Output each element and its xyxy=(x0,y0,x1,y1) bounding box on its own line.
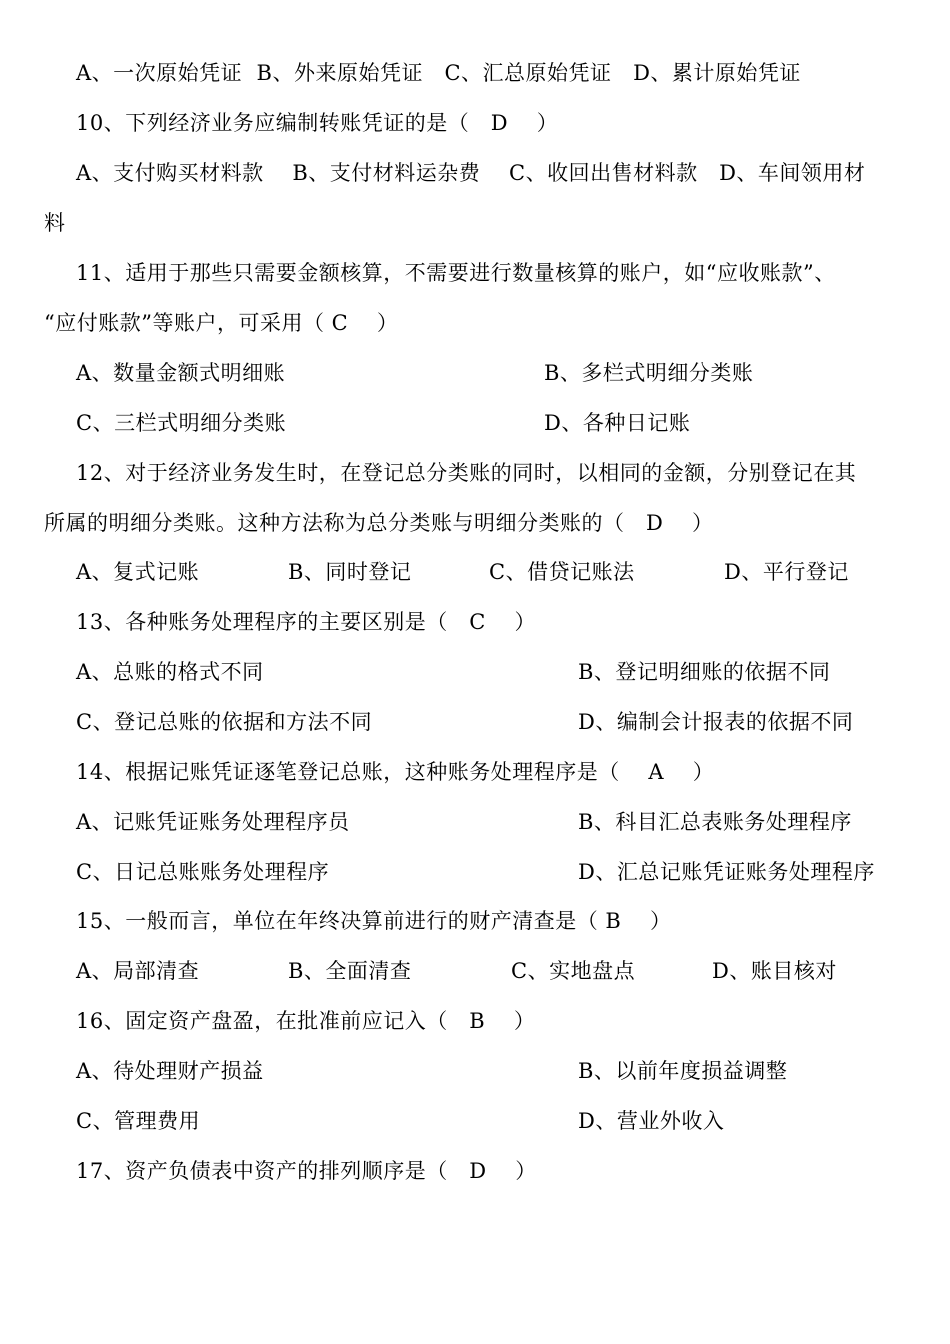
q16-option-d: D、营业外收入 xyxy=(578,1109,725,1133)
q11-option-c: C、三栏式明细分类账 xyxy=(76,411,287,435)
q15-option-b: B、全面清查 xyxy=(288,959,412,983)
q14-option-c: C、日记总账账务处理程序 xyxy=(76,860,330,884)
q9-options: A、一次原始凭证 B、外来原始凭证 C、汇总原始凭证 D、累计原始凭证 xyxy=(76,61,801,85)
q16-option-c: C、管理费用 xyxy=(76,1109,201,1133)
q13-option-c: C、登记总账的依据和方法不同 xyxy=(76,710,373,734)
q17-stem: 17、资产负债表中资产的排列顺序是（ D ） xyxy=(76,1159,537,1183)
q11-option-b: B、多栏式明细分类账 xyxy=(544,361,754,385)
q16-option-b: B、以前年度损益调整 xyxy=(578,1059,788,1083)
q13-option-d: D、编制会计报表的依据不同 xyxy=(578,710,854,734)
q14-option-b: B、科目汇总表账务处理程序 xyxy=(578,810,852,834)
q15-option-d: D、账目核对 xyxy=(712,959,837,983)
q14-stem: 14、根据记账凭证逐笔登记总账，这种账务处理程序是（ A ） xyxy=(76,760,715,784)
q12-stem-wrap: 所属的明细分类账。这种方法称为总分类账与明细分类账的（ D ） xyxy=(44,511,714,535)
q12-stem: 12、对于经济业务发生时，在登记总分类账的同时，以相同的金额，分别登记在其 xyxy=(76,461,857,485)
q13-option-a: A、总账的格式不同 xyxy=(76,660,264,684)
q12-option-d: D、平行登记 xyxy=(724,560,849,584)
q11-option-a: A、数量金额式明细账 xyxy=(76,361,286,385)
q15-stem: 15、一般而言，单位在年终决算前进行的财产清查是（ B ） xyxy=(76,909,672,933)
q15-option-a: A、局部清查 xyxy=(76,959,200,983)
q16-stem: 16、固定资产盘盈，在批准前应记入（ B ） xyxy=(76,1009,536,1033)
q11-stem: 11、适用于那些只需要金额核算，不需要进行数量核算的账户，如“应收账款”、 xyxy=(76,261,836,285)
q14-option-a: A、记账凭证账务处理程序员 xyxy=(76,810,350,834)
q12-option-a: A、复式记账 xyxy=(76,560,200,584)
q16-option-a: A、待处理财产损益 xyxy=(76,1059,264,1083)
q10-options-wrap: 料 xyxy=(44,211,66,235)
q10-options: A、支付购买材料款 B、支付材料运杂费 C、收回出售材料款 D、车间领用材 xyxy=(76,161,866,185)
q10-stem: 10、下列经济业务应编制转账凭证的是（ D ） xyxy=(76,111,559,135)
q15-option-c: C、实地盘点 xyxy=(511,959,636,983)
q11-stem-wrap: “应付账款”等账户，可采用（ C ） xyxy=(44,311,399,335)
q14-option-d: D、汇总记账凭证账务处理程序 xyxy=(578,860,875,884)
q12-option-c: C、借贷记账法 xyxy=(489,560,635,584)
q13-stem: 13、各种账务处理程序的主要区别是（ C ） xyxy=(76,610,537,634)
q13-option-b: B、登记明细账的依据不同 xyxy=(578,660,831,684)
q11-option-d: D、各种日记账 xyxy=(544,411,691,435)
q12-option-b: B、同时登记 xyxy=(288,560,412,584)
